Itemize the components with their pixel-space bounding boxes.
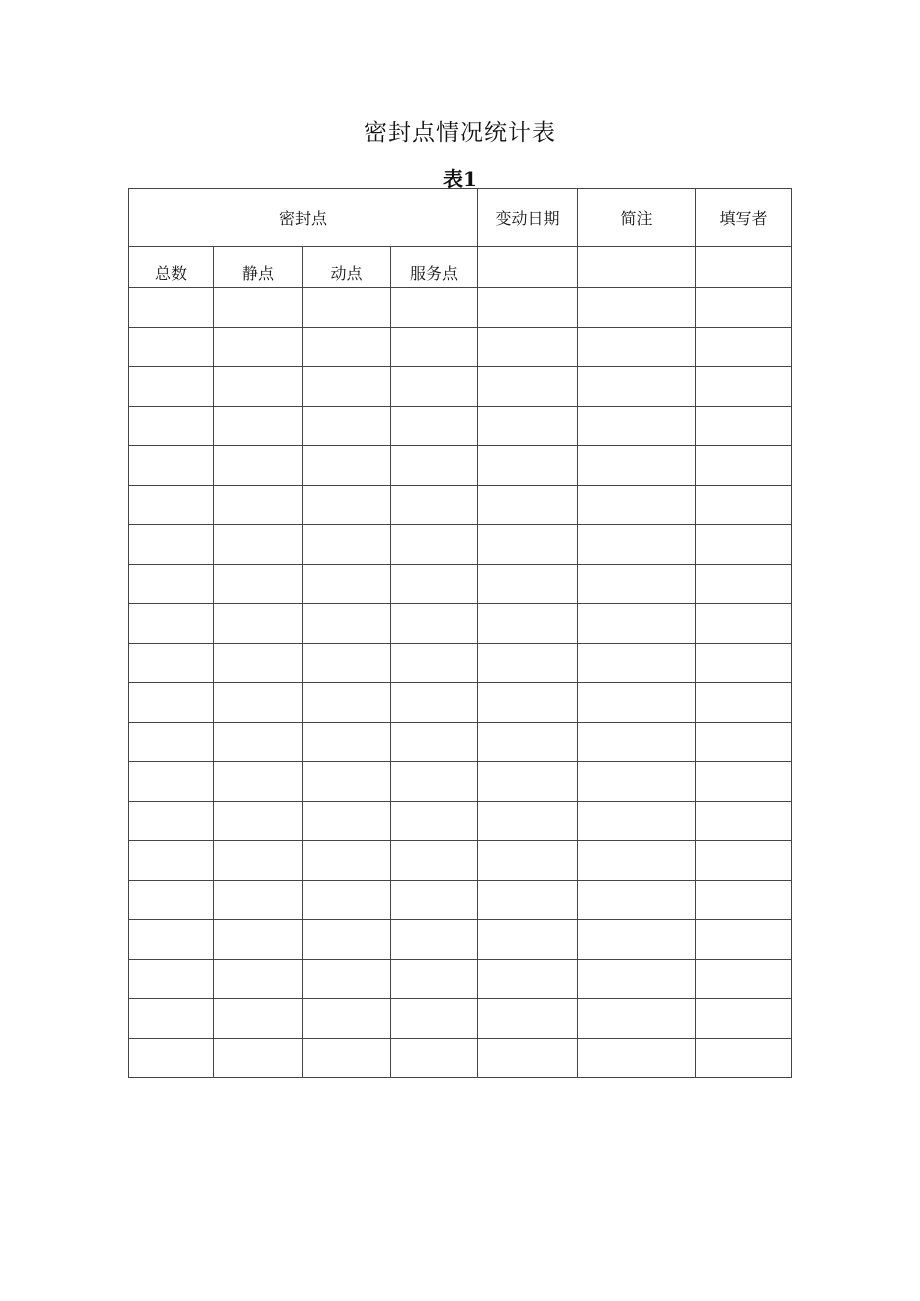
filled-by-cell[interactable] [696,406,792,446]
dynamic-points-cell[interactable] [303,288,391,328]
service-points-cell[interactable] [391,801,478,841]
total-cell[interactable] [129,446,214,486]
remarks-cell[interactable] [578,288,696,328]
static-points-cell[interactable] [214,722,303,762]
total-cell[interactable] [129,1038,214,1078]
static-points-cell[interactable] [214,920,303,960]
filled-by-cell[interactable] [696,999,792,1039]
table-row [129,643,792,683]
dynamic-points-cell[interactable] [303,1038,391,1078]
total-cell[interactable] [129,604,214,644]
remarks-cell[interactable] [578,604,696,644]
filled-by-cell[interactable] [696,485,792,525]
static-points-cell[interactable] [214,643,303,683]
filled-by-cell[interactable] [696,683,792,723]
change-date-cell[interactable] [478,880,578,920]
filled-by-cell[interactable] [696,1038,792,1078]
service-points-cell[interactable] [391,564,478,604]
total-cell[interactable] [129,683,214,723]
remarks-cell[interactable] [578,841,696,881]
remarks-cell[interactable] [578,367,696,407]
total-cell[interactable] [129,880,214,920]
filled-by-cell[interactable] [696,880,792,920]
dynamic-points-cell[interactable] [303,525,391,565]
service-points-cell[interactable] [391,1038,478,1078]
remarks-cell[interactable] [578,959,696,999]
total-cell[interactable] [129,762,214,802]
service-points-cell[interactable] [391,406,478,446]
remarks-cell[interactable] [578,564,696,604]
total-cell[interactable] [129,722,214,762]
filled-by-cell[interactable] [696,367,792,407]
static-points-cell[interactable] [214,446,303,486]
service-points-cell[interactable] [391,525,478,565]
total-cell[interactable] [129,406,214,446]
service-points-cell[interactable] [391,841,478,881]
change-date-cell[interactable] [478,841,578,881]
table-row [129,525,792,565]
dynamic-points-cell[interactable] [303,762,391,802]
change-date-cell[interactable] [478,683,578,723]
table-row [129,327,792,367]
static-points-cell[interactable] [214,525,303,565]
service-points-cell[interactable] [391,683,478,723]
filled-by-cell[interactable] [696,327,792,367]
table-row [129,841,792,881]
filled-by-cell[interactable] [696,288,792,328]
service-points-cell[interactable] [391,880,478,920]
static-points-cell[interactable] [214,288,303,328]
dynamic-points-cell[interactable] [303,485,391,525]
total-header: 总数 [129,247,214,288]
static-points-cell[interactable] [214,959,303,999]
static-points-cell[interactable] [214,1038,303,1078]
table-row [129,564,792,604]
filled-by-cell[interactable] [696,604,792,644]
filled-by-cell[interactable] [696,801,792,841]
remarks-header: 简注 [578,189,696,247]
remarks-cell[interactable] [578,762,696,802]
filled-by-cell[interactable] [696,643,792,683]
dynamic-points-cell[interactable] [303,722,391,762]
static-points-cell[interactable] [214,801,303,841]
change-date-cell[interactable] [478,288,578,328]
service-points-cell[interactable] [391,999,478,1039]
service-points-cell[interactable] [391,327,478,367]
total-cell[interactable] [129,999,214,1039]
change-date-cell[interactable] [478,959,578,999]
filled-by-header: 填写者 [696,189,792,247]
change-date-cell[interactable] [478,446,578,486]
total-cell[interactable] [129,564,214,604]
filled-by-cell[interactable] [696,564,792,604]
service-points-cell[interactable] [391,722,478,762]
static-points-cell[interactable] [214,999,303,1039]
table-row [129,880,792,920]
filled-by-cell[interactable] [696,762,792,802]
dynamic-points-cell[interactable] [303,801,391,841]
change-date-cell[interactable] [478,999,578,1039]
static-points-cell[interactable] [214,683,303,723]
table-row [129,446,792,486]
total-cell[interactable] [129,920,214,960]
static-points-cell[interactable] [214,841,303,881]
dynamic-points-cell[interactable] [303,367,391,407]
change-date-header: 变动日期 [478,189,578,247]
dynamic-points-header: 动点 [303,247,391,288]
remarks-cell[interactable] [578,525,696,565]
total-cell[interactable] [129,959,214,999]
change-date-cell[interactable] [478,801,578,841]
dynamic-points-cell[interactable] [303,683,391,723]
dynamic-points-cell[interactable] [303,880,391,920]
change-date-cell[interactable] [478,920,578,960]
change-date-cell[interactable] [478,1038,578,1078]
service-points-cell[interactable] [391,604,478,644]
service-points-cell[interactable] [391,446,478,486]
table-row [129,762,792,802]
filled-by-cell[interactable] [696,920,792,960]
table-row [129,1038,792,1078]
total-cell[interactable] [129,643,214,683]
service-points-cell[interactable] [391,643,478,683]
total-cell[interactable] [129,525,214,565]
static-points-cell[interactable] [214,564,303,604]
remarks-cell[interactable] [578,247,696,288]
change-date-cell[interactable] [478,525,578,565]
change-date-cell[interactable] [478,564,578,604]
static-points-cell[interactable] [214,327,303,367]
table-row [129,801,792,841]
table-caption: 表1 [443,167,477,191]
static-points-cell[interactable] [214,880,303,920]
table-row [129,722,792,762]
dynamic-points-cell[interactable] [303,406,391,446]
service-points-cell[interactable] [391,762,478,802]
remarks-cell[interactable] [578,485,696,525]
remarks-cell[interactable] [578,406,696,446]
table-row [129,485,792,525]
filled-by-cell[interactable] [696,525,792,565]
table-row [129,367,792,407]
statistics-table [128,188,792,1078]
dynamic-points-cell[interactable] [303,564,391,604]
remarks-cell[interactable] [578,327,696,367]
table-row [129,604,792,644]
service-points-header: 服务点 [391,247,478,288]
header-row-sub [129,247,792,288]
change-date-cell[interactable] [478,327,578,367]
static-points-cell[interactable] [214,485,303,525]
remarks-cell[interactable] [578,1038,696,1078]
table-row [129,999,792,1039]
sealing-points-header: 密封点 [129,189,478,247]
remarks-cell[interactable] [578,643,696,683]
table-row [129,683,792,723]
table-row [129,959,792,999]
table-row [129,920,792,960]
change-date-cell[interactable] [478,643,578,683]
service-points-cell[interactable] [391,485,478,525]
change-date-cell[interactable] [478,247,578,288]
remarks-cell[interactable] [578,880,696,920]
dynamic-points-cell[interactable] [303,841,391,881]
dynamic-points-cell[interactable] [303,446,391,486]
document-title: 密封点情况统计表 [364,120,556,146]
total-cell[interactable] [129,327,214,367]
change-date-cell[interactable] [478,604,578,644]
filled-by-cell[interactable] [696,722,792,762]
remarks-cell[interactable] [578,683,696,723]
static-points-header: 静点 [214,247,303,288]
total-cell[interactable] [129,288,214,328]
dynamic-points-cell[interactable] [303,604,391,644]
remarks-cell[interactable] [578,446,696,486]
change-date-cell[interactable] [478,406,578,446]
table-row [129,406,792,446]
service-points-cell[interactable] [391,920,478,960]
static-points-cell[interactable] [214,762,303,802]
remarks-cell[interactable] [578,999,696,1039]
filled-by-cell[interactable] [696,446,792,486]
remarks-cell[interactable] [578,722,696,762]
header-row-top [129,189,792,247]
change-date-cell[interactable] [478,485,578,525]
filled-by-cell[interactable] [696,247,792,288]
remarks-cell[interactable] [578,801,696,841]
remarks-cell[interactable] [578,920,696,960]
total-cell[interactable] [129,801,214,841]
change-date-cell[interactable] [478,367,578,407]
change-date-cell[interactable] [478,762,578,802]
total-cell[interactable] [129,367,214,407]
dynamic-points-cell[interactable] [303,643,391,683]
dynamic-points-cell[interactable] [303,999,391,1039]
filled-by-cell[interactable] [696,959,792,999]
dynamic-points-cell[interactable] [303,327,391,367]
filled-by-cell[interactable] [696,841,792,881]
service-points-cell[interactable] [391,959,478,999]
dynamic-points-cell[interactable] [303,959,391,999]
total-cell[interactable] [129,485,214,525]
service-points-cell[interactable] [391,288,478,328]
dynamic-points-cell[interactable] [303,920,391,960]
static-points-cell[interactable] [214,367,303,407]
total-cell[interactable] [129,841,214,881]
static-points-cell[interactable] [214,604,303,644]
service-points-cell[interactable] [391,367,478,407]
change-date-cell[interactable] [478,722,578,762]
static-points-cell[interactable] [214,406,303,446]
table-row [129,288,792,328]
